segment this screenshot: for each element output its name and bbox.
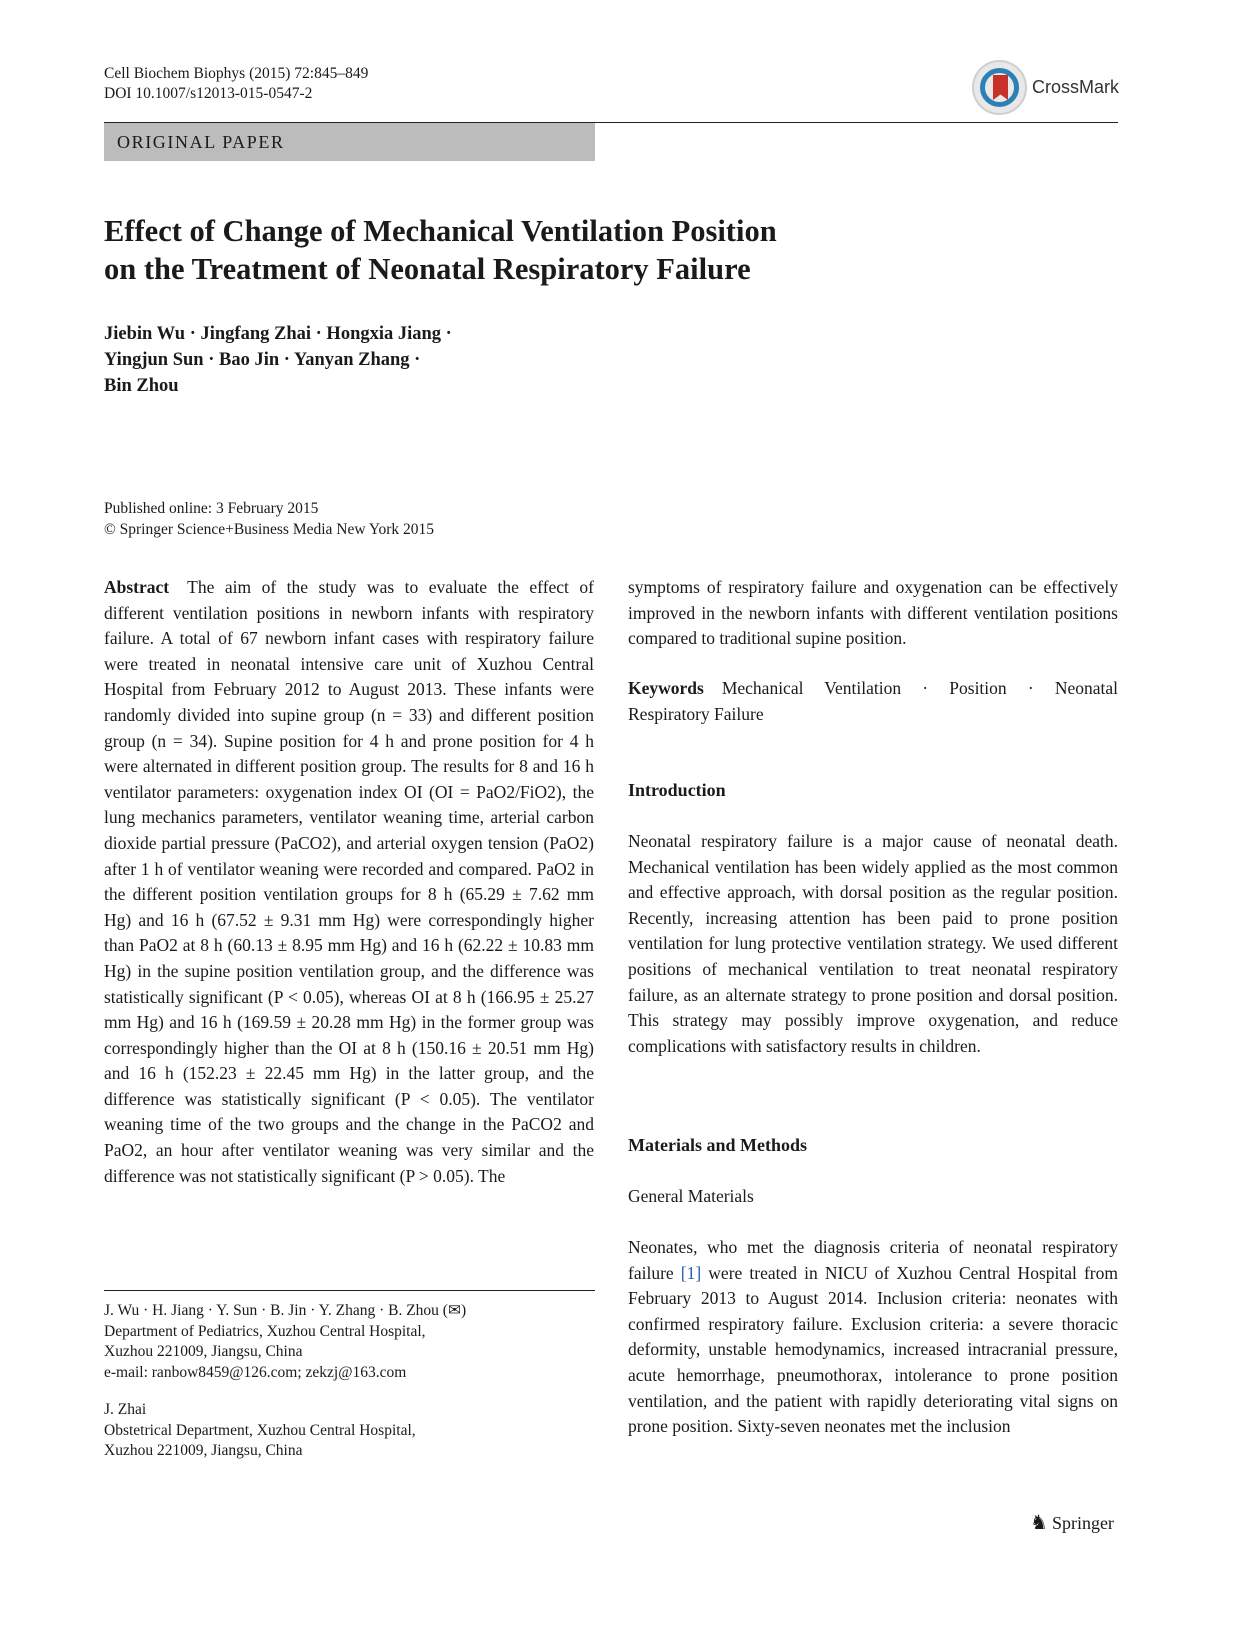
publisher-footer [1030,1510,1114,1535]
affiliation-2-author: J. Zhai [104,1401,147,1418]
author-list [104,321,704,399]
introduction-heading: Introduction [628,780,726,800]
journal-citation: Cell Biochem Biophys (2015) 72:845–849 [104,65,369,82]
abstract-continuation-text: symptoms of respiratory failure and oxygenation can be effectively improved in the newborn infants with different ventilation positions compared to traditional supine position. [628,577,1118,649]
authors-line-1: Jiebin Wu · Jingfang Zhai · Hongxia Jiang · [104,324,452,344]
introduction-text: Neonatal respiratory failure is a major cause of neonatal death. Mechanical ventilation has been widely applied as the most common and effective approach, with dorsal position as the regular position. Recently, increasing attention has been paid to prone position ventilation for lung protective ventilation strategy. We used different positions of mechanical ventilation to treat neonatal respiratory failure, as an alternate strategy to prone position and dorsal position. This strategy may possibly improve oxygenation, and reduce complications with satisfactory results in children. [628,831,1118,1056]
affiliation-1-dept: Department of Pediatrics, Xuzhou Central Hospital, [104,1322,426,1340]
affiliation-2 [104,1400,416,1462]
publication-info [104,498,434,540]
published-date: Published online: 3 February 2015 [104,500,319,517]
authors-line-3: Bin Zhou [104,376,179,396]
keywords-list: Mechanical Ventilation · Position · Neonatal Respiratory Failure [628,678,1118,724]
abstract-continuation [628,575,1118,652]
methods-text-a: Neonates, who met the diagnosis criteria of neonatal respiratory failure [628,1237,1118,1283]
methods-text [628,1235,1118,1440]
springer-logo-icon: ♞ [1030,1512,1048,1534]
section-label: ORIGINAL PAPER [104,123,595,161]
affiliation-1-address: Xuzhou 221009, Jiangsu, China [104,1343,303,1360]
affiliation-2-dept: Obstetrical Department, Xuzhou Central Hospital, [104,1421,416,1439]
citation-link[interactable]: [1] [680,1262,702,1283]
abstract-heading: Abstract [104,577,170,597]
general-materials-subheading: General Materials [628,1186,754,1206]
copyright: © Springer Science+Business Media New York 2015 [104,521,435,538]
authors-line-2: Yingjun Sun · Bao Jin · Yanyan Zhang · [104,350,421,370]
affiliation-1 [104,1301,466,1383]
affiliation-2-address: Xuzhou 221009, Jiangsu, China [104,1442,303,1459]
affiliation-1-authors: J. Wu · H. Jiang · Y. Sun · B. Jin · Y. Zhang · B. Zhou (✉) [104,1302,467,1319]
crossmark-icon [972,60,1027,115]
publisher-name: Springer [1051,1513,1114,1533]
journal-header [104,64,368,104]
crossmark-badge[interactable] [972,60,1120,118]
affiliation-1-email[interactable]: e-mail: ranbow8459@126.com; zekzj@163.com [104,1363,407,1381]
methods-text-b: were treated in NICU of Xuzhou Central Hospital from February 2013 to August 2014. Inclusion criteria: neonates with confirmed respiratory failure. Exclusion criteria: a severe thoracic deformity, unstable hemodynamics, increased intracranial pressure, acute hemorrhage, pneumothorax, intolerance to prone position ventilation, and the patient with rapidly deteriorating vital signs on prone position. Sixty-seven neonates met the inclusion [628,1262,1118,1437]
doi: DOI 10.1007/s12013-015-0547-2 [104,85,313,102]
crossmark-label: CrossMark [1032,77,1120,97]
keywords-heading: Keywords [628,678,704,698]
methods-heading: Materials and Methods [628,1135,807,1155]
abstract-text: The aim of the study was to evaluate the effect of different ventilation positions in newborn infants with respiratory failure. A total of 67 newborn infant cases with respiratory failure were treated in neonatal intensive care unit of Xuzhou Central Hospital from February 2012 to August 2013. These infants were randomly divided into supine group (n = 33) and different position group (n = 34). Supine position for 4 h and prone position for 4 h were alternated in different position group. The results for 8 and 16 h ventilator parameters: oxygenation index OI (OI = PaO2/FiO2), the lung mechanics parameters, ventilator weaning time, arterial carbon dioxide partial pressure (PaCO2), and arterial oxygen tension (PaO2) after 1 h of ventilator weaning were recorded and compared. PaO2 in the different position ventilation groups for 8 h (65.29 ± 7.62 mm Hg) and 16 h (67.52 ± 9.31 mm Hg) were correspondingly higher than PaO2 at 8 h (60.13 ± 8.95 mm Hg) and 16 h (62.22 ± 10.83 mm Hg) in the supine position ventilation group, and the difference was statistically significant (P < 0.05), whereas OI at 8 h (166.95 ± 25.27 mm Hg) and 16 h (169.59 ± 20.28 mm Hg) in the former group was correspondingly higher than the OI at 8 h (150.16 ± 20.51 mm Hg) and 16 h (152.23 ± 22.45 mm Hg) in the latter group, and the difference was statistically significant (P < 0.05). The ventilator weaning time of the two groups and the change in the PaCO2 and PaO2, an hour after ventilator weaning was very similar and the difference was not statistically significant (P > 0.05). The [104,577,594,1186]
title-line-1: Effect of Change of Mechanical Ventilation Position [104,214,777,248]
article-title [104,212,1004,288]
title-line-2: on the Treatment of Neonatal Respiratory Failure [104,252,751,286]
affiliation-rule [104,1290,595,1291]
keywords [628,676,1118,727]
abstract [104,575,594,1189]
